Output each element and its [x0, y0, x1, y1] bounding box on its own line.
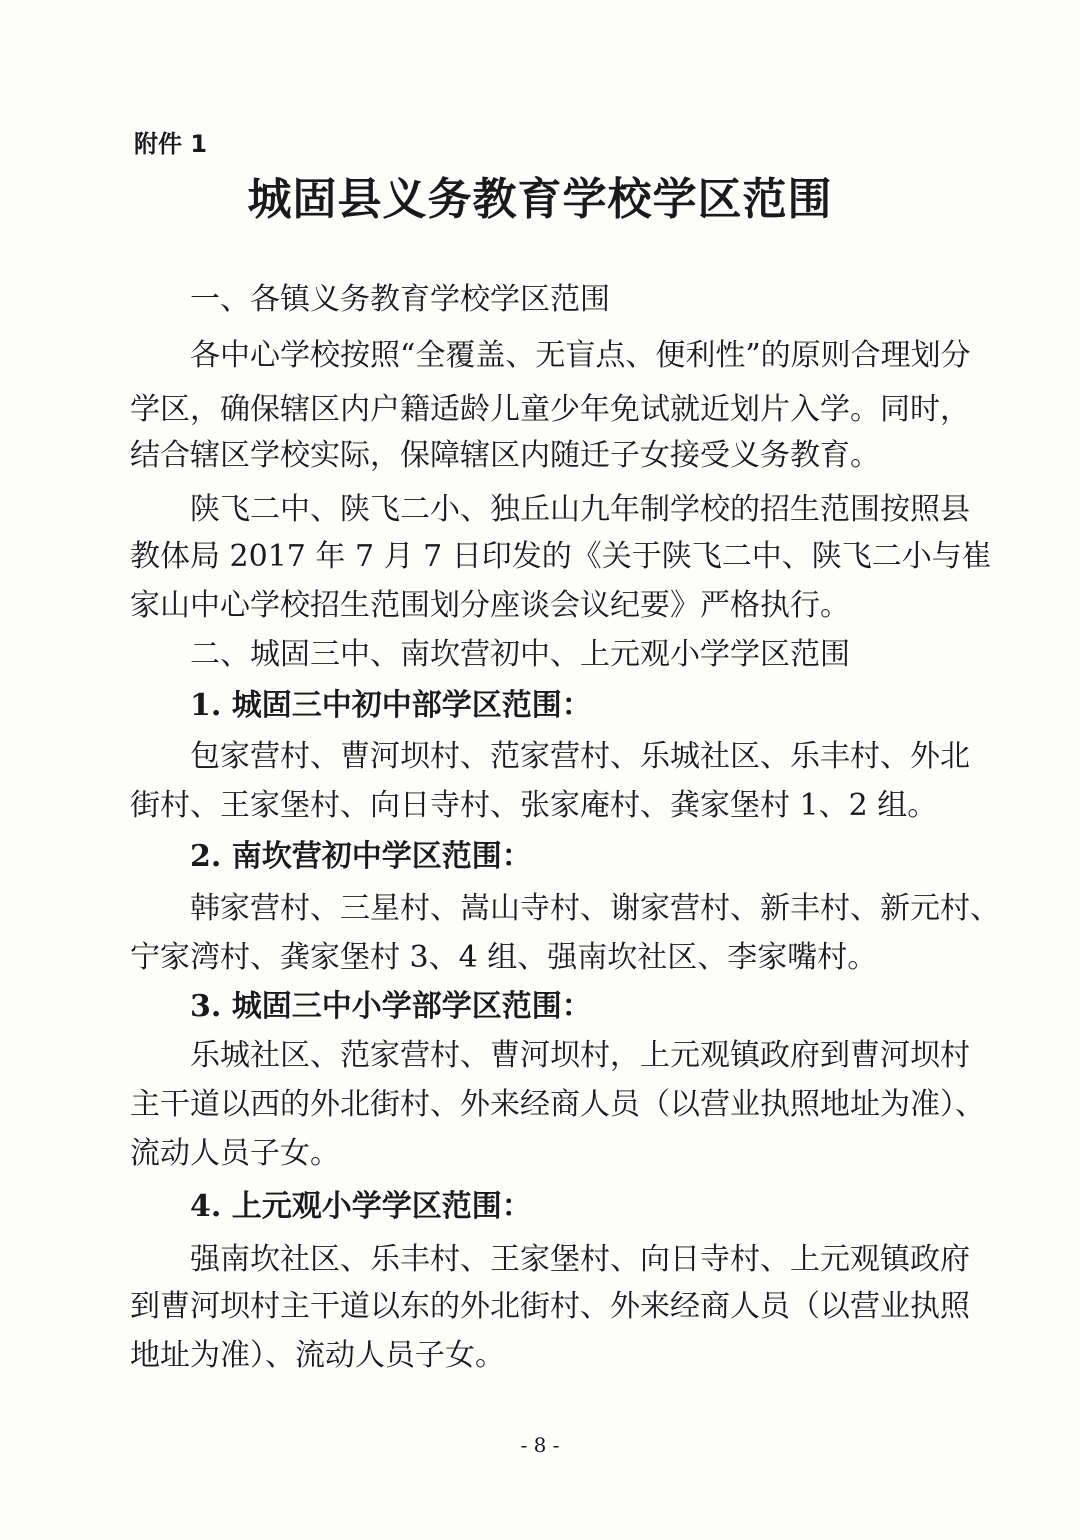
- section-2-heading: 二、城固三中、南坎营初中、上元观小学学区范围: [190, 637, 850, 672]
- item-2-line: 韩家营村、三星村、嵩山寺村、谢家营村、新丰村、新元村、: [190, 891, 1000, 926]
- section-1-heading: 一、各镇义务教育学校学区范围: [190, 282, 610, 317]
- item-4-line: 地址为准）、流动人员子女。: [130, 1338, 505, 1373]
- paragraph-line: 陕飞二中、陕飞二小、独丘山九年制学校的招生范围按照县: [190, 492, 970, 527]
- item-4-heading: 4. 上元观小学学区范围：: [190, 1189, 532, 1224]
- item-2-line: 宁家湾村、龚家堡村 3、4 组、强南坎社区、李家嘴村。: [130, 940, 878, 975]
- paragraph-line: 教体局 2017 年 7 月 7 日印发的《关于陕飞二中、陕飞二小与崔: [130, 539, 992, 574]
- item-4-line: 强南坎社区、乐丰村、王家堡村、向日寺村、上元观镇政府: [190, 1242, 970, 1277]
- paragraph-line: 各中心学校按照“全覆盖、无盲点、便利性”的原则合理划分: [190, 338, 971, 373]
- item-4-line: 到曹河坝村主干道以东的外北街村、外来经商人员（以营业执照: [130, 1289, 970, 1324]
- item-3-heading: 3. 城固三中小学部学区范围：: [190, 989, 592, 1024]
- paragraph-line: 结合辖区学校实际，保障辖区内随迁子女接受义务教育。: [130, 438, 880, 473]
- item-1-heading: 1. 城固三中初中部学区范围：: [190, 688, 592, 723]
- item-2-heading: 2. 南坎营初中学区范围：: [190, 839, 532, 874]
- paragraph-line: 家山中心学校招生范围划分座谈会议纪要》严格执行。: [130, 588, 850, 623]
- item-3-line: 流动人员子女。: [130, 1136, 340, 1171]
- document-title: 城固县义务教育学校学区范围: [247, 174, 833, 225]
- attachment-label: 附件 1: [134, 130, 208, 158]
- item-1-line: 街村、王家堡村、向日寺村、张家庵村、龚家堡村 1、2 组。: [130, 788, 938, 823]
- item-3-line: 乐城社区、范家营村、曹河坝村，上元观镇政府到曹河坝村: [190, 1038, 970, 1073]
- item-3-line: 主干道以西的外北街村、外来经商人员（以营业执照地址为准）、: [130, 1087, 985, 1122]
- page-number: - 8 -: [520, 1433, 560, 1457]
- paragraph-line: 学区，确保辖区内户籍适龄儿童少年免试就近划片入学。同时，: [130, 392, 970, 427]
- item-1-line: 包家营村、曹河坝村、范家营村、乐城社区、乐丰村、外北: [190, 739, 970, 774]
